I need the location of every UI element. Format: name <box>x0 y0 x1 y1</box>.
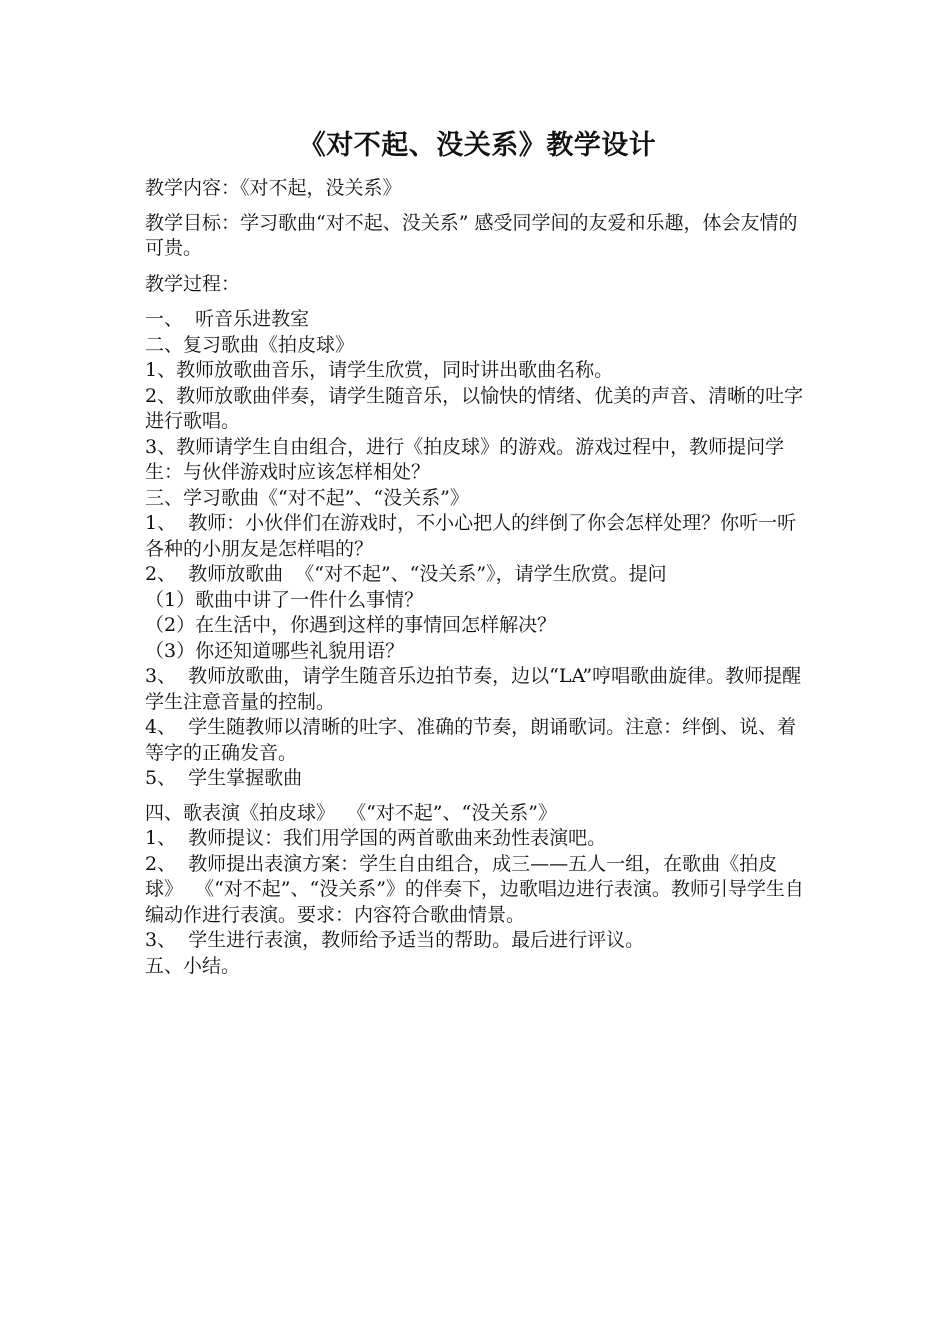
process-item: 五、小结。 <box>145 954 241 977</box>
process-item: 4、 学生随教师以清晰的吐字、准确的节奏，朗诵歌词。注意：绊倒、说、着等字的正确发音。 <box>145 716 797 764</box>
process-item: 3、 教师放歌曲，请学生随音乐边拍节奏，边以“LA”哼唱歌曲旋律。教师提醒学生注意音量的控制。 <box>145 665 802 713</box>
process-item: 3、 学生进行表演，教师给予适当的帮助。最后进行评议。 <box>145 929 645 951</box>
process-item: 二、复习歌曲《拍皮球》 <box>145 333 355 356</box>
process-item: （1）歌曲中讲了一件什么事情？ <box>145 588 424 611</box>
document-title: 《对不起、没关系》教学设计 <box>298 130 657 161</box>
process-item: 四、歌表演《拍皮球》 《“对不起”、“没关系”》 <box>145 801 557 824</box>
process-item: （3）你还知道哪些礼貌用语？ <box>145 639 405 662</box>
process-section-2 <box>145 801 810 980</box>
document-page <box>145 128 810 979</box>
teaching-process-heading: 教学过程： <box>145 272 241 295</box>
process-item: 1、 教师：小伙伴们在游戏时，不小心把人的绊倒了你会怎样处理？你听一听各种的小朋友是怎样唱的？ <box>145 512 797 560</box>
process-item: 三、学习歌曲《“对不起”、“没关系”》 <box>145 486 469 509</box>
process-item: （2）在生活中，你遇到这样的事情回怎样解决？ <box>145 614 557 636</box>
teaching-goal-line: 教学目标：学习歌曲“对不起、没关系” 感受同学间的友爱和乐趣，体会友情的可贵。 <box>145 211 798 259</box>
process-item: 一、 听音乐进教室 <box>145 308 310 330</box>
process-section-1 <box>145 307 810 792</box>
teaching-content-line: 教学内容：《对不起，没关系》 <box>145 177 402 199</box>
process-item: 2、 教师提出表演方案：学生自由组合，成三——五人一组，在歌曲《拍皮球》 《“对不起”、“没关系”》的伴奏下，边歌唱边进行表演。教师引导学生自编动作进行表演。要求：内容符合歌曲情景。 <box>145 852 804 926</box>
process-item: 2、 教师放歌曲 《“对不起”、“没关系”》，请学生欣赏。提问 <box>145 563 667 585</box>
process-item: 1、教师放歌曲音乐，请学生欣赏，同时讲出歌曲名称。 <box>145 359 614 381</box>
process-item: 5、 学生掌握歌曲 <box>145 767 303 789</box>
process-item: 2、教师放歌曲伴奏，请学生随音乐，以愉快的情绪、优美的声音、清晰的吐字进行歌唱。 <box>145 384 804 432</box>
process-item: 3、教师请学生自由组合，进行《拍皮球》的游戏。游戏过程中，教师提问学生：与伙伴游戏时应该怎样相处？ <box>145 435 785 483</box>
process-item: 1、 教师提议：我们用学国的两首歌曲来劲性表演吧。 <box>145 827 607 849</box>
